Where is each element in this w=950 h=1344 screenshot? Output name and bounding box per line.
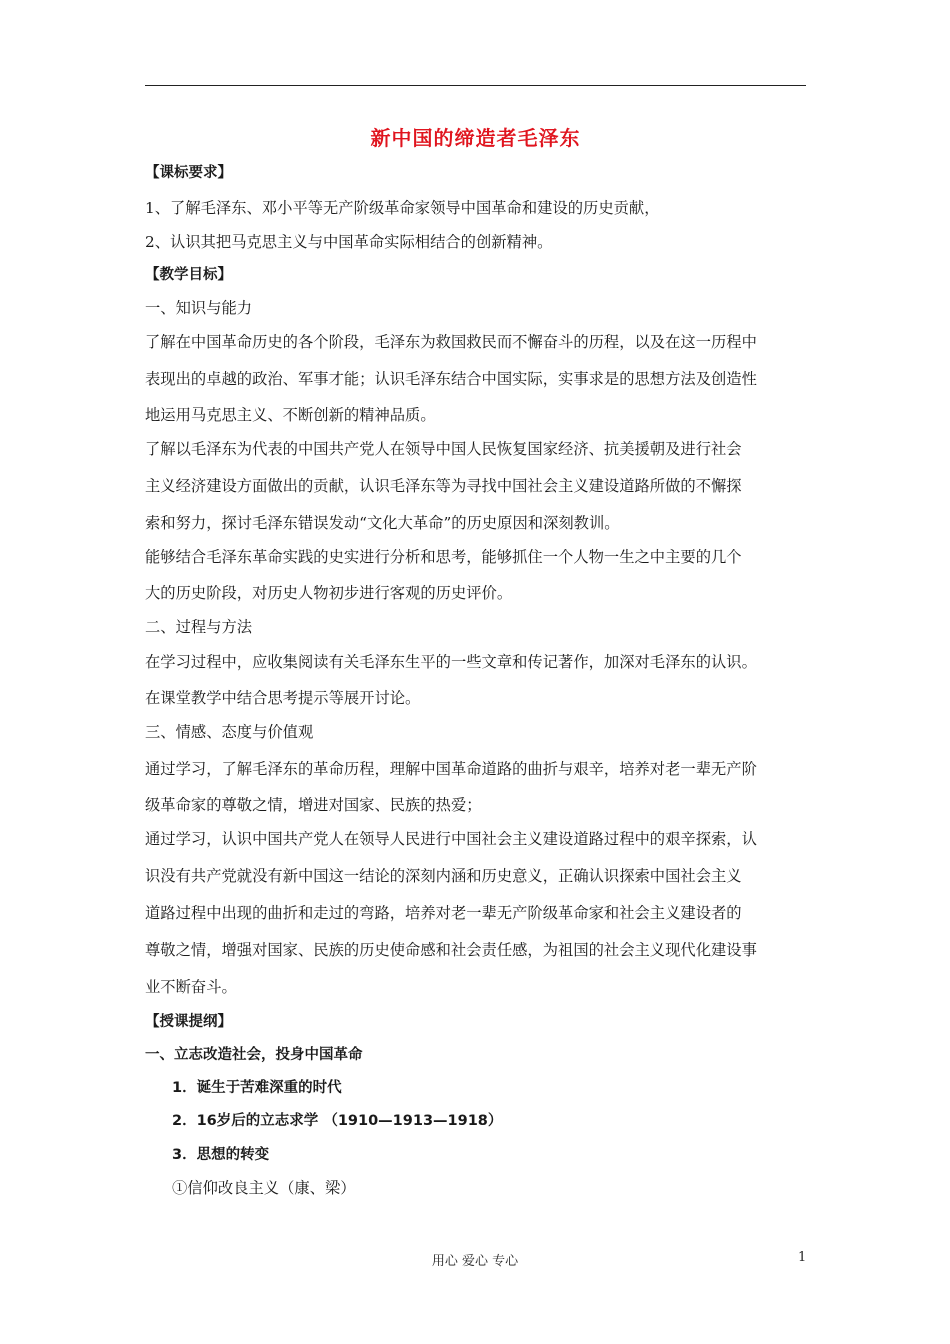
paragraph-line: 在课堂教学中结合思考提示等展开讨论。: [145, 689, 421, 707]
section-heading: 1．诞生于苦难深重的时代: [172, 1080, 342, 1096]
paragraph-line: 大的历史阶段，对历史人物初步进行客观的历史评价。: [145, 584, 513, 602]
paragraph-line: 了解以毛泽东为代表的中国共产党人在领导中国人民恢复国家经济、抗美援朝及进行社会: [145, 440, 742, 458]
paragraph-line: 主义经济建设方面做出的贡献，认识毛泽东等为寻找中国社会主义建设道路所做的不懈探: [145, 477, 742, 495]
paragraph-line: 表现出的卓越的政治、军事才能；认识毛泽东结合中国实际，实事求是的思想方法及创造性: [145, 370, 757, 388]
paragraph-line: 识没有共产党就没有新中国这一结论的深刻内涵和历史意义，正确认识探索中国社会主义: [145, 867, 742, 885]
paragraph-line: 通过学习，认识中国共产党人在领导人民进行中国社会主义建设道路过程中的艰辛探索，认: [145, 830, 757, 848]
section-heading: 【课标要求】: [145, 165, 232, 181]
paragraph-line: ①信仰改良主义（康、梁）: [172, 1179, 356, 1197]
section-heading: 2．16岁后的立志求学 （1910—1913—1918）: [172, 1113, 503, 1129]
paragraph-line: 索和努力，探讨毛泽东错误发动“文化大革命”的历史原因和深刻教训。: [145, 514, 620, 532]
paragraph-line: 能够结合毛泽东革命实践的史实进行分析和思考，能够抓住一个人物一生之中主要的几个: [145, 548, 742, 566]
paragraph-line: 一、知识与能力: [145, 299, 253, 317]
paragraph-line: 尊敬之情，增强对国家、民族的历史使命感和社会责任感，为祖国的社会主义现代化建设事: [145, 941, 757, 959]
paragraph-line: 三、情感、态度与价值观: [145, 723, 314, 741]
page-title: 新中国的缔造者毛泽东: [370, 126, 581, 150]
paragraph-line: 道路过程中出现的曲折和走过的弯路，培养对老一辈无产阶级革命家和社会主义建设者的: [145, 904, 742, 922]
paragraph-line: 了解在中国革命历史的各个阶段，毛泽东为救国救民而不懈奋斗的历程，以及在这一历程中: [145, 333, 757, 351]
paragraph-line: 二、过程与方法: [145, 618, 253, 636]
paragraph-line: 地运用马克思主义、不断创新的精神品质。: [145, 406, 436, 424]
header-rule: [145, 85, 806, 86]
section-heading: 【授课提纲】: [145, 1014, 232, 1030]
paragraph-line: 业不断奋斗。: [145, 978, 237, 996]
section-heading: 3．思想的转变: [172, 1147, 270, 1163]
section-heading: 一、立志改造社会，投身中国革命: [145, 1047, 363, 1063]
paragraph-line: 通过学习，了解毛泽东的革命历程，理解中国革命道路的曲折与艰辛，培养对老一辈无产阶: [145, 760, 757, 778]
paragraph-line: 2、认识其把马克思主义与中国革命实际相结合的创新精神。: [145, 233, 553, 251]
section-heading: 【教学目标】: [145, 267, 232, 283]
paragraph-line: 在学习过程中，应收集阅读有关毛泽东生平的一些文章和传记著作，加深对毛泽东的认识。: [145, 653, 757, 671]
paragraph-line: 1、了解毛泽东、邓小平等无产阶级革命家领导中国革命和建设的历史贡献，: [145, 199, 660, 217]
paragraph-line: 级革命家的尊敬之情，增进对国家、民族的热爱；: [145, 796, 482, 814]
page-number: 1: [798, 1250, 807, 1265]
footer-text: 用心 爱心 专心: [431, 1254, 519, 1269]
